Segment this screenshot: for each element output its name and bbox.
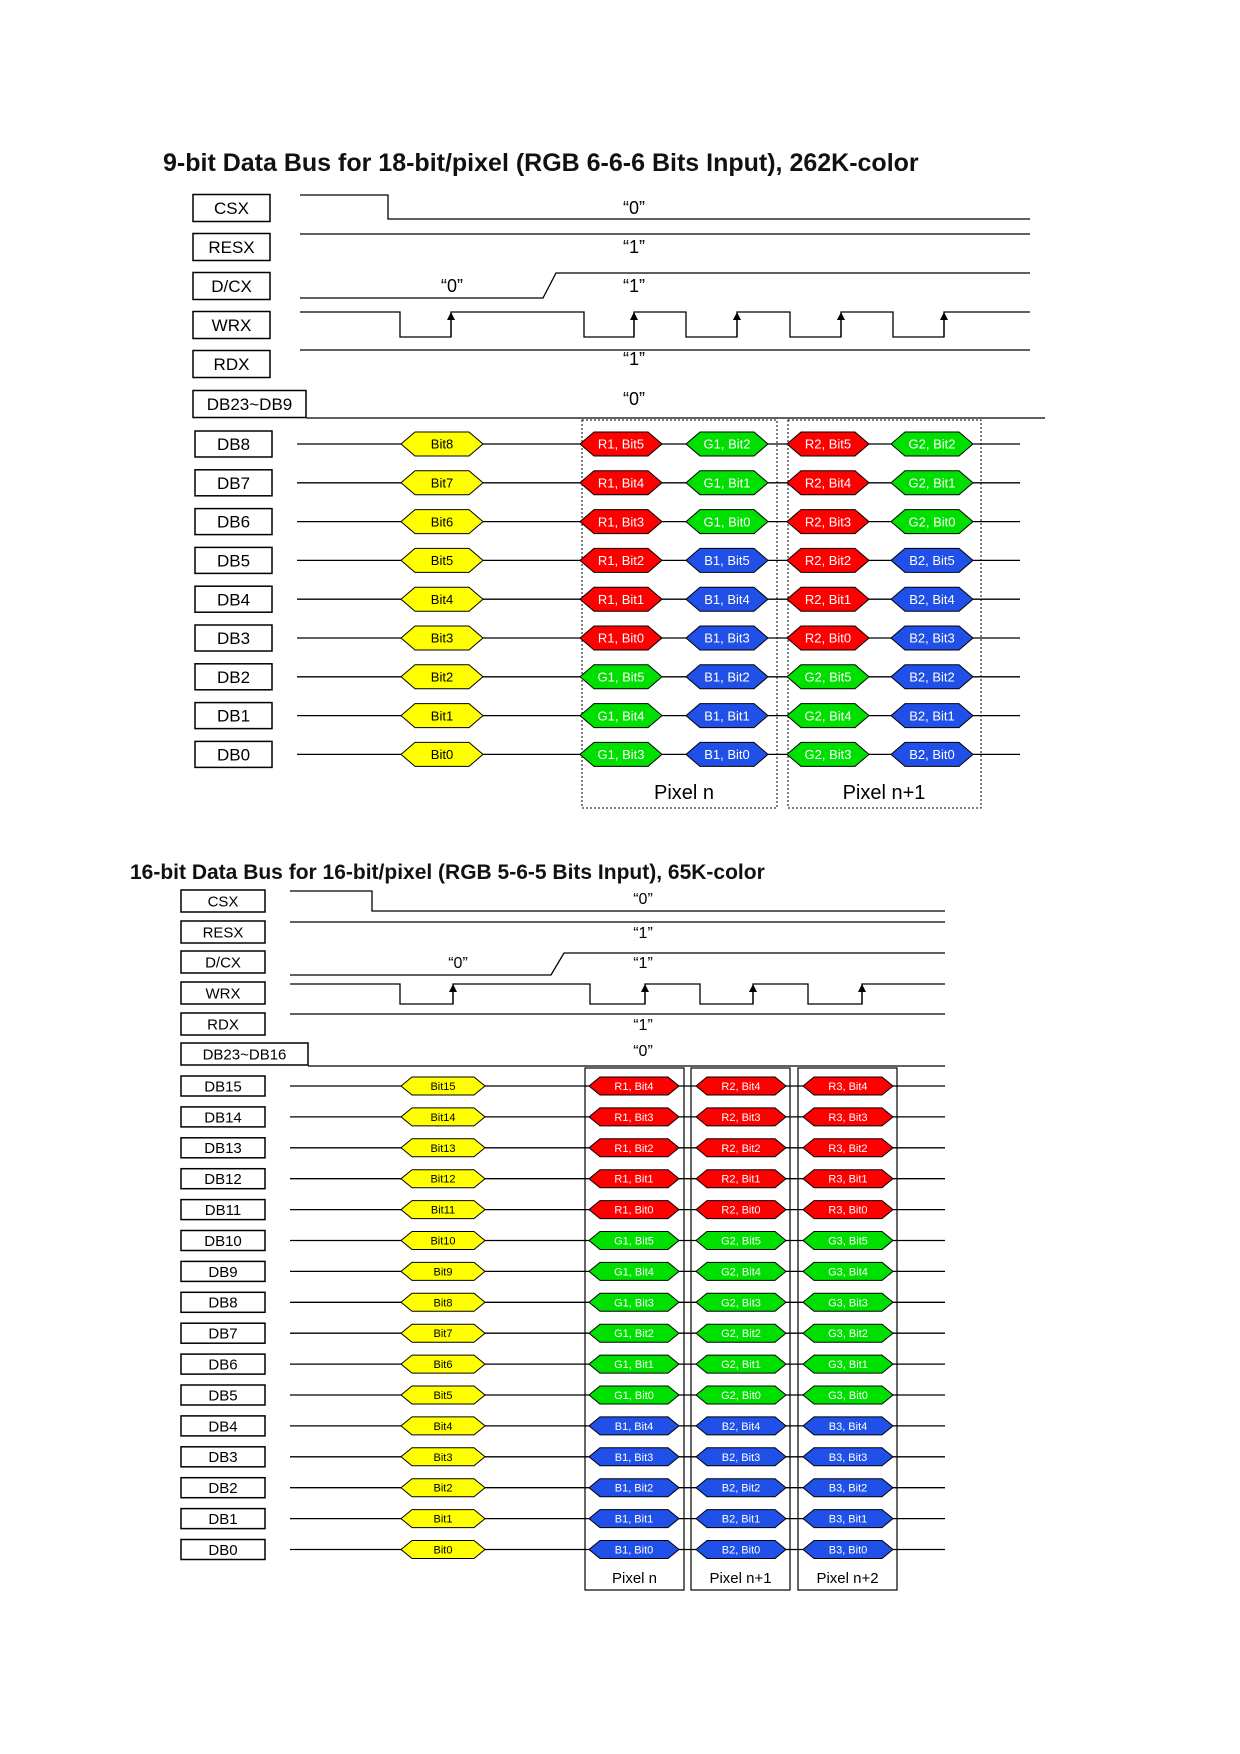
bit-token-label: R2, Bit3 [721,1111,761,1124]
signal-0-label: CSX [207,893,239,911]
data-line-9-label: DB6 [208,1356,238,1374]
bit-token-label: R1, Bit5 [597,436,645,452]
bit-token-label: Bit8 [433,1297,453,1310]
data-line-3-label: DB12 [204,1171,242,1189]
bit-token-label: R2, Bit0 [804,630,852,646]
bit-token-label: B1, Bit4 [614,1420,654,1433]
data-line-15-label: DB0 [208,1541,238,1559]
bit-token-label: B2, Bit1 [721,1513,761,1526]
signal-2-label: D/CX [211,277,252,297]
bit-token-label: G3, Bit1 [828,1359,868,1372]
bit-token-label: Bit4 [433,1420,453,1433]
data-line-0-label: DB15 [204,1078,242,1096]
bit-token-label: Bit3 [433,1451,453,1464]
bit-token-label: R2, Bit5 [804,436,852,452]
bit-token-label: Bit13 [430,1142,456,1155]
bit-token-label: B3, Bit3 [828,1451,868,1464]
arrow-head [749,984,757,992]
bit-token-label: G2, Bit5 [804,669,852,685]
bit-token-label: G1, Bit0 [703,514,751,530]
signal-1-label: RESX [208,238,255,258]
signal-4-label: RDX [207,1016,239,1034]
timing-diagram-16bit [130,861,945,1590]
data-line-10-label: DB5 [208,1387,238,1405]
bit-token-label: B2, Bit1 [909,708,955,724]
arrow-head [733,312,741,320]
bit-token-label: G2, Bit1 [908,475,956,491]
bit-token-label: R3, Bit4 [828,1080,868,1093]
bit-token-label: B2, Bit0 [721,1544,761,1557]
data-line-8-label: DB7 [208,1325,238,1343]
signal-5-label: DB23~DB16 [202,1046,287,1064]
diagram-title: 9-bit Data Bus for 18-bit/pixel (RGB 6-6-6 Bits Input), 262K-color [163,149,919,177]
signal-4-label: RDX [213,355,250,375]
data-line-0-label: DB8 [216,435,251,455]
bit-token-label: G2, Bit3 [804,747,852,763]
arrow-head [447,312,455,320]
arrow-head [940,312,948,320]
bit-token-label: G2, Bit2 [908,436,956,452]
bit-token-label: R2, Bit4 [721,1080,761,1093]
bit-token-label: G3, Bit0 [828,1389,868,1402]
arrow-head [449,984,457,992]
signal-1-label: RESX [202,924,244,942]
bit-token-label: G1, Bit2 [703,436,751,452]
bit-token-label: Bit15 [430,1080,456,1093]
signal-3-label: WRX [211,316,252,336]
bit-token-label: Bit9 [433,1266,453,1279]
data-line-5-label: DB3 [216,629,251,649]
bit-token-label: R1, Bit1 [614,1173,654,1186]
bit-token-label: R1, Bit4 [614,1080,654,1093]
data-line-2-label: DB6 [216,512,251,532]
arrow-head [837,312,845,320]
data-line-4-label: DB4 [216,590,251,610]
signal-0-label: CSX [214,199,249,219]
data-line-11-label: DB4 [208,1418,238,1436]
bit-token-label: R2, Bit1 [804,591,852,607]
bit-token-label: G2, Bit1 [721,1359,761,1372]
bit-token-label: Bit10 [430,1235,456,1248]
bit-token-label: Bit0 [433,1544,453,1557]
csx-level: “0” [623,198,645,218]
diagram-title: 16-bit Data Bus for 16-bit/pixel (RGB 5-6-5 Bits Input), 65K-color [130,861,765,884]
bit-token-label: B1, Bit4 [704,591,750,607]
wrx-waveform [300,312,1030,337]
bit-token-label: B1, Bit1 [704,708,750,724]
bit-token-label: R1, Bit3 [614,1111,654,1124]
signal-2-label: D/CX [205,954,241,972]
bit-token-label: G2, Bit5 [721,1235,761,1248]
bit-token-label: B2, Bit4 [909,591,955,607]
bit-token-label: R3, Bit0 [828,1204,868,1217]
bit-token-label: G3, Bit2 [828,1328,868,1341]
bit-token-label: Bit0 [430,747,454,763]
bit-token-label: Bit1 [433,1513,453,1526]
bit-token-label: Bit3 [430,630,454,646]
bit-token-label: B2, Bit3 [721,1451,761,1464]
dcx-waveform [300,273,1030,298]
bit-token-label: Bit4 [430,591,454,607]
timing-diagram-9bit [163,149,1045,808]
pixel-label: Pixel n [653,782,715,804]
data-line-12-label: DB3 [208,1449,238,1467]
pixel-label: Pixel n [611,1570,658,1587]
data-line-6-label: DB2 [216,667,251,687]
bit-token-label: R2, Bit3 [804,514,852,530]
rdx-level: “1” [633,1017,653,1034]
bit-token-label: B3, Bit2 [828,1482,868,1495]
bit-token-label: B2, Bit2 [721,1482,761,1495]
bit-token-label: R1, Bit3 [597,514,645,530]
bit-token-label: R3, Bit2 [828,1142,868,1155]
bit-token-label: R3, Bit3 [828,1111,868,1124]
bit-token-label: R3, Bit1 [828,1173,868,1186]
bit-token-label: Bit6 [430,514,454,530]
data-line-4-label: DB11 [204,1202,242,1219]
bit-token-label: G1, Bit4 [614,1266,654,1279]
bit-token-label: B3, Bit1 [828,1513,868,1526]
bit-token-label: G2, Bit2 [721,1328,761,1341]
pixel-label: Pixel n+1 [842,782,926,804]
bit-token-label: R1, Bit2 [597,553,645,569]
bit-token-label: G1, Bit5 [614,1235,654,1248]
csx-waveform [290,891,945,911]
bit-token-label: G1, Bit4 [597,708,645,724]
data-line-1-label: DB7 [216,473,251,493]
bit-token-label: R1, Bit1 [597,591,645,607]
db23-db16-level: “0” [633,1043,653,1060]
bit-token-label: R2, Bit0 [721,1204,761,1217]
data-line-3-label: DB5 [216,551,251,571]
pixel-label: Pixel n+1 [709,1570,772,1587]
data-line-8-label: DB0 [216,745,251,765]
bit-token-label: G2, Bit4 [804,708,852,724]
wrx-waveform [290,984,945,1004]
bit-token-label: G1, Bit2 [614,1328,654,1341]
bit-token-label: R2, Bit4 [804,475,852,491]
bit-token-label: Bit2 [430,669,454,685]
bit-token-label: Bit6 [433,1359,453,1372]
bit-token-label: Bit7 [430,475,454,491]
bit-token-label: B2, Bit4 [721,1420,761,1433]
data-line-7-label: DB8 [208,1294,238,1312]
bit-token-label: G3, Bit3 [828,1297,868,1310]
dcx-waveform [290,953,945,975]
bit-token-label: G2, Bit0 [721,1389,761,1402]
bit-token-label: Bit11 [430,1204,456,1217]
bit-token-label: R1, Bit0 [614,1204,654,1217]
bit-token-label: G1, Bit5 [597,669,645,685]
signal-5-label: DB23~DB9 [206,395,293,415]
bit-token-label: G1, Bit3 [614,1297,654,1310]
dcx-level: “1” [633,955,653,972]
bit-token-label: G1, Bit1 [703,475,751,491]
bit-token-label: G3, Bit5 [828,1235,868,1248]
data-line-5-label: DB10 [204,1232,242,1250]
bit-token-label: B1, Bit2 [614,1482,654,1495]
bit-token-label: B1, Bit3 [614,1451,654,1464]
bit-token-label: B3, Bit4 [828,1420,868,1433]
signal-3-label: WRX [205,985,241,1003]
data-line-2-label: DB13 [204,1140,242,1158]
data-line-14-label: DB1 [208,1511,238,1528]
bit-token-label: B1, Bit0 [614,1544,654,1557]
bit-token-label: G2, Bit4 [721,1266,761,1279]
data-line-1-label: DB14 [204,1109,242,1127]
bit-token-label: B1, Bit5 [704,553,750,569]
pixel-label: Pixel n+2 [816,1570,879,1587]
rdx-level: “1” [623,349,645,369]
arrow-head [641,984,649,992]
bit-token-label: B2, Bit2 [909,669,955,685]
bit-token-label: Bit14 [430,1111,456,1124]
data-line-13-label: DB2 [208,1480,238,1498]
csx-level: “0” [633,891,653,908]
bit-token-label: Bit5 [430,553,454,569]
bit-token-label: R1, Bit4 [597,475,645,491]
arrow-head [630,312,638,320]
dcx-level: “1” [623,276,645,296]
dcx-pre-level: “0” [441,276,463,296]
bit-token-label: B2, Bit3 [909,630,955,646]
dcx-pre-level: “0” [448,955,468,972]
bit-token-label: G1, Bit3 [597,747,645,763]
bit-token-label: G3, Bit4 [828,1266,868,1279]
bit-token-label: Bit2 [433,1482,453,1495]
resx-level: “1” [623,237,645,257]
csx-waveform [300,195,1030,219]
bit-token-label: B2, Bit5 [909,553,955,569]
bit-token-label: B1, Bit0 [704,747,750,763]
bit-token-label: B1, Bit2 [704,669,750,685]
bit-token-label: R2, Bit1 [721,1173,761,1186]
bit-token-label: Bit7 [433,1328,453,1341]
bit-token-label: G1, Bit0 [614,1389,654,1402]
data-line-6-label: DB9 [208,1263,238,1281]
bit-token-label: R2, Bit2 [721,1142,761,1155]
bit-token-label: B1, Bit1 [614,1513,654,1526]
bit-token-label: R1, Bit0 [597,630,645,646]
bit-token-label: B1, Bit3 [704,630,750,646]
resx-level: “1” [633,925,653,942]
bit-token-label: Bit8 [430,436,454,452]
bit-token-label: Bit12 [430,1173,456,1186]
data-line-7-label: DB1 [216,706,251,726]
bit-token-label: B3, Bit0 [828,1544,868,1557]
bit-token-label: Bit1 [430,708,454,724]
db23-db9-level: “0” [623,389,645,409]
bit-token-label: G1, Bit1 [614,1359,654,1372]
bit-token-label: G2, Bit3 [721,1297,761,1310]
bit-token-label: B2, Bit0 [909,747,955,763]
bit-token-label: Bit5 [433,1389,453,1402]
bit-token-label: R2, Bit2 [804,553,852,569]
arrow-head [858,984,866,992]
bit-token-label: G2, Bit0 [908,514,956,530]
bit-token-label: R1, Bit2 [614,1142,654,1155]
